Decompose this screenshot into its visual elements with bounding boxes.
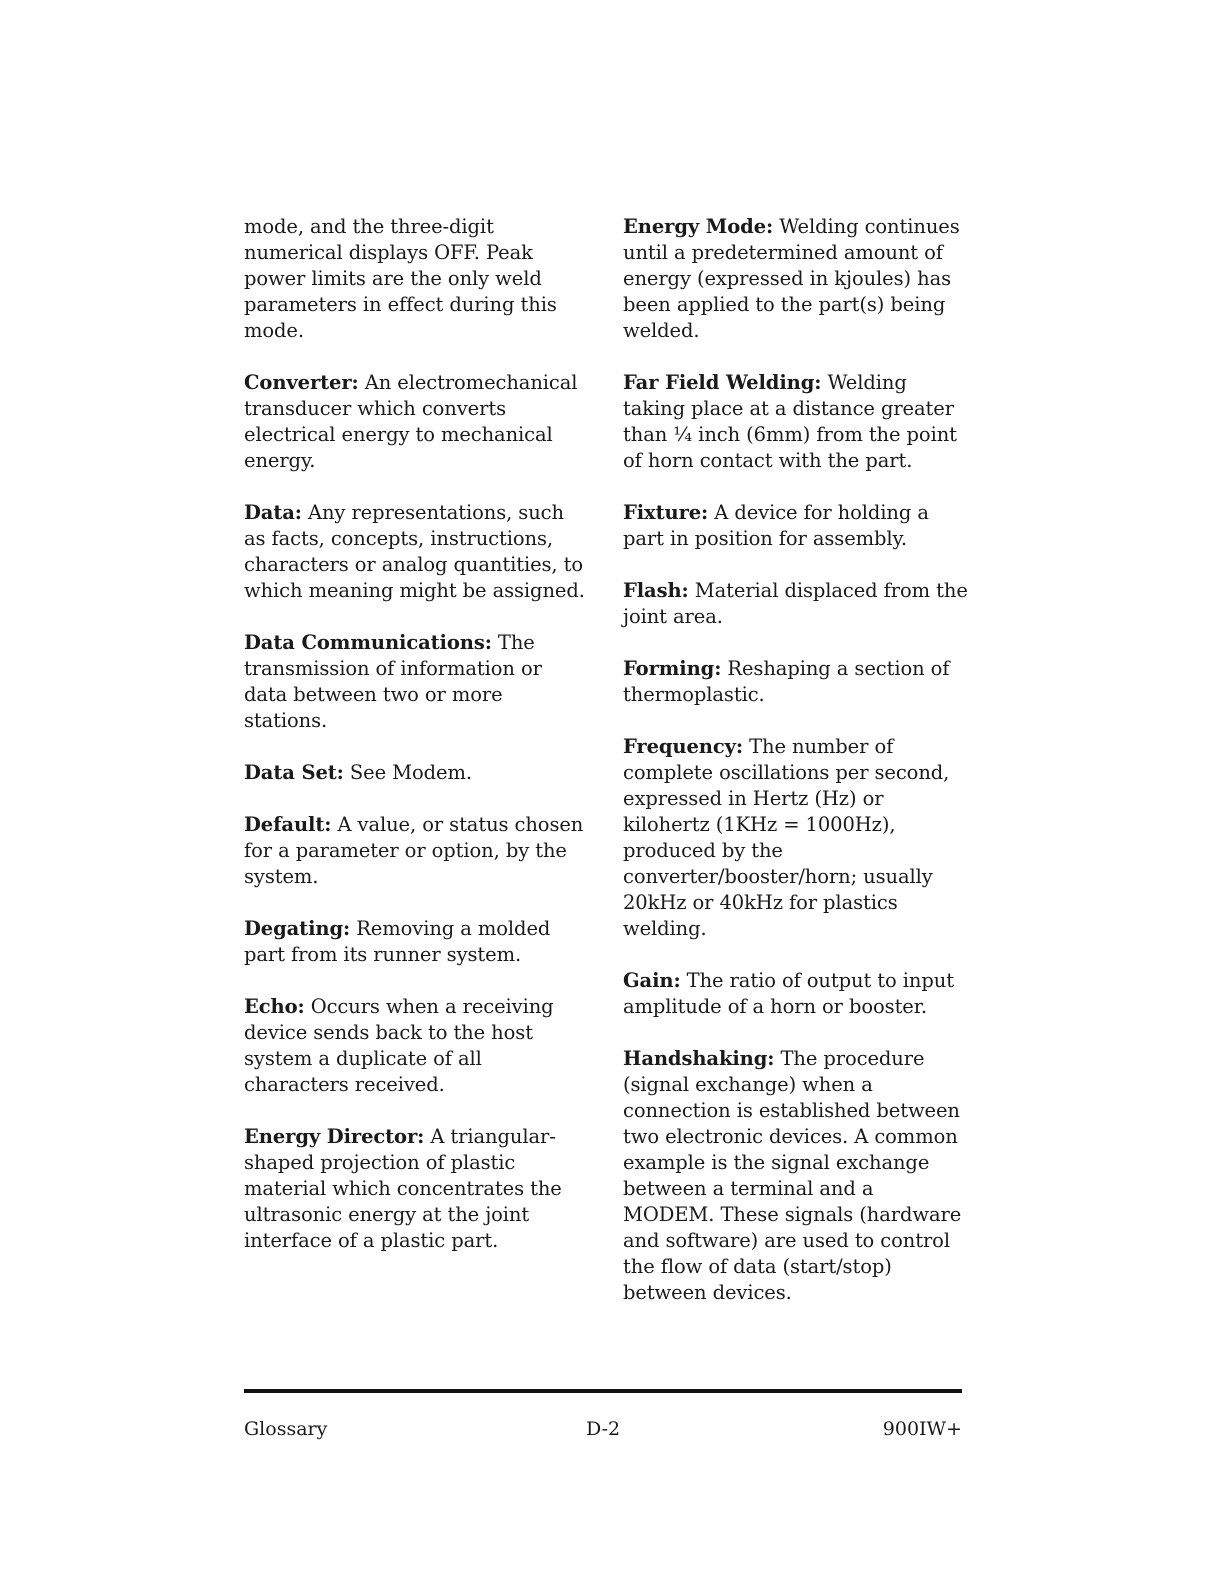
glossary-term: Energy Director: — [244, 1125, 425, 1148]
glossary-definition: Reshaping a section of thermoplastic. — [623, 657, 950, 706]
glossary-entry-flash — [623, 578, 968, 630]
glossary-definition: An electromechanical transducer which converts electrical energy to mechanical energy. — [244, 371, 578, 472]
glossary-definition: Material displaced from the joint area. — [623, 579, 968, 628]
glossary-term: Forming: — [623, 657, 722, 680]
glossary-term: Default: — [244, 813, 332, 836]
glossary-entry-gain — [623, 968, 968, 1020]
glossary-definition: Welding continues until a predetermined amount of energy (expressed in kjoules) has been applied to the part(s) being welded. — [623, 215, 960, 342]
glossary-definition: The ratio of output to input amplitude of a horn or booster. — [623, 969, 954, 1018]
glossary-definition: Welding taking place at a distance greater than ¼ inch (6mm) from the point of horn contact with the part. — [623, 371, 957, 472]
glossary-definition: A value, or status chosen for a parameter or option, by the system. — [244, 813, 584, 888]
glossary-term: Far Field Welding: — [623, 371, 822, 394]
glossary-entry-data-communications — [244, 630, 589, 734]
glossary-definition: The number of complete oscillations per second, expressed in Hertz (Hz) or kilohertz (1KHz = 1000Hz), produced by the converter/booster/horn; usually 20kHz or 40kHz for plastics welding. — [623, 735, 950, 940]
glossary-entry-converter — [244, 370, 589, 474]
glossary-entry-frequency — [623, 734, 968, 942]
glossary-term: Data: — [244, 501, 302, 524]
glossary-entry-handshaking — [623, 1046, 968, 1306]
glossary-column-left — [244, 214, 589, 1280]
glossary-definition: A device for holding a part in position for assembly. — [623, 501, 929, 550]
glossary-entry-continuation: mode, and the three-digit numerical displays OFF. Peak power limits are the only weld parameters in effect during this mode. — [244, 215, 557, 342]
glossary-entry-data — [244, 500, 589, 604]
footer-section-title: Glossary — [244, 1418, 328, 1440]
glossary-term: Data Set: — [244, 761, 344, 784]
glossary-term: Data Communications: — [244, 631, 492, 654]
glossary-definition: A triangular-shaped projection of plastic material which concentrates the ultrasonic energy at the joint interface of a plastic part. — [244, 1125, 562, 1252]
glossary-term: Echo: — [244, 995, 305, 1018]
glossary-term: Frequency: — [623, 735, 743, 758]
glossary-definition: The procedure (signal exchange) when a connection is established between two electronic devices. A common example is the signal exchange between a terminal and a MODEM. These signals (hardware and software) are used to control the flow of data (start/stop) between devices. — [623, 1047, 962, 1304]
glossary-entry-forming — [623, 656, 968, 708]
glossary-entry-fixture — [623, 500, 968, 552]
glossary-entry-degating — [244, 916, 589, 968]
glossary-entry-default — [244, 812, 589, 890]
footer-page-number: D-2 — [586, 1418, 621, 1440]
glossary-definition: Any representations, such as facts, concepts, instructions, characters or analog quantities, to which meaning might be assigned. — [244, 501, 585, 602]
glossary-term: Degating: — [244, 917, 351, 940]
glossary-entry-echo — [244, 994, 589, 1098]
glossary-definition: The transmission of information or data between two or more stations. — [244, 631, 542, 732]
glossary-entry-data-set — [244, 760, 589, 786]
glossary-definition: Occurs when a receiving device sends back to the host system a duplicate of all characters received. — [244, 995, 554, 1096]
glossary-column-right — [623, 214, 968, 1332]
glossary-term: Flash: — [623, 579, 689, 602]
footer-model-name: 900IW+ — [882, 1418, 962, 1440]
glossary-entry-energy-director — [244, 1124, 589, 1254]
glossary-term: Handshaking: — [623, 1047, 775, 1070]
glossary-term: Energy Mode: — [623, 215, 774, 238]
glossary-term: Gain: — [623, 969, 681, 992]
glossary-definition: Removing a molded part from its runner system. — [244, 917, 551, 966]
glossary-entry-energy-mode — [623, 214, 968, 344]
footer-rule — [244, 1389, 962, 1393]
glossary-term: Converter: — [244, 371, 359, 394]
glossary-definition: See Modem. — [343, 761, 472, 784]
glossary-term: Fixture: — [623, 501, 709, 524]
glossary-entry-far-field-welding — [623, 370, 968, 474]
